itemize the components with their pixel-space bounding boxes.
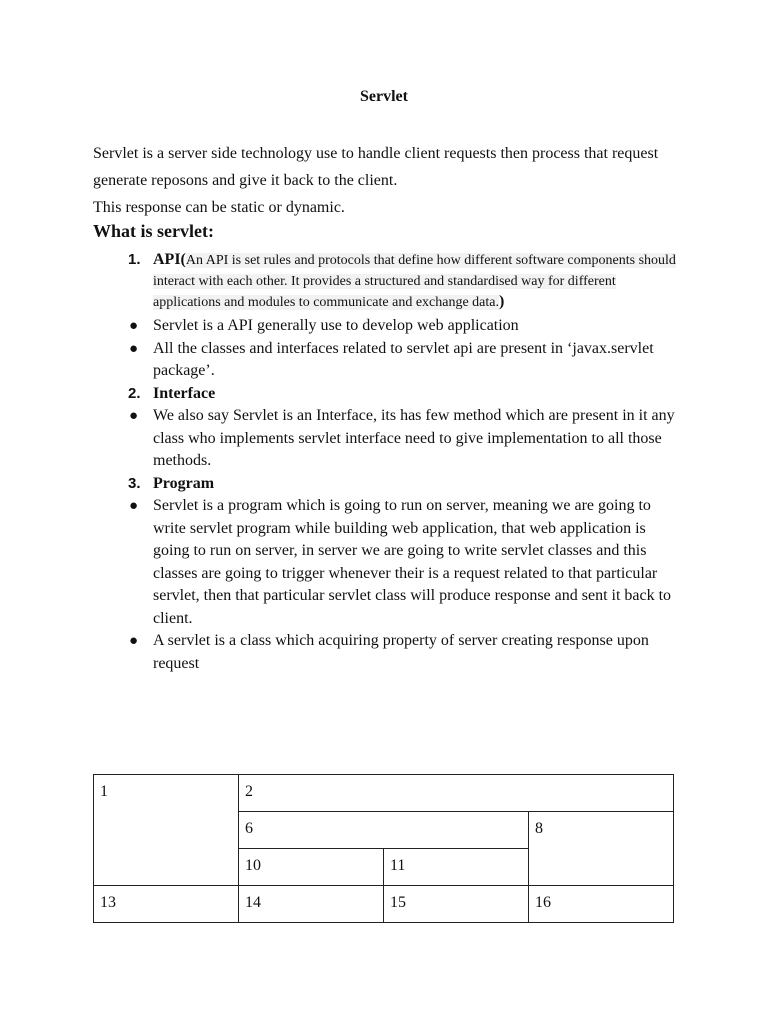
- list-item: [129, 630, 683, 675]
- api-description: An API is set rules and protocols that define how different software components should interact with each other. It provides a structured and standardised way for different applications and modules to communicate and exchange data.: [153, 253, 676, 310]
- numbered-grid-table: [93, 774, 674, 923]
- bullet-text: Servlet is a program which is going to run on server, meaning we are going to write servlet program while building web application, that web application is going to run on server, in server we are going to write servlet classes and this classes are going to trigger whenever their is a request related to that particular servlet, then that particular servlet class will produce response and sent it back to client.: [153, 497, 672, 627]
- table-row: [94, 775, 674, 812]
- section-heading: What is servlet:: [93, 221, 214, 241]
- intro-paragraph: Servlet is a server side technology use to handle client requests then process that request generate reposons and give it back to the client.: [93, 145, 659, 189]
- table-cell: 6: [239, 812, 529, 849]
- bullet-text: We also say Servlet is an Interface, its has few method which are present in it any class who implements servlet interface need to give implementation to all those methods.: [153, 407, 675, 469]
- list-item: [129, 338, 683, 383]
- list-number: 3.: [128, 474, 141, 492]
- bullet-icon: ●: [129, 408, 139, 424]
- table-cell: 10: [239, 849, 384, 886]
- list-item-api: [128, 250, 683, 315]
- intro-text: [93, 140, 693, 221]
- list-number: 1.: [128, 251, 141, 268]
- table-cell: 1: [94, 775, 239, 886]
- bullet-text: A servlet is a class which acquiring property of server creating response upon request: [153, 632, 649, 672]
- table-cell: 14: [239, 886, 384, 923]
- bullet-icon: ●: [129, 318, 139, 334]
- table-cell: 2: [239, 775, 674, 812]
- intro-paragraph: This response can be static or dynamic.: [93, 199, 345, 216]
- table-cell: 11: [384, 849, 529, 886]
- table-cell: 15: [384, 886, 529, 923]
- page-title: Servlet: [360, 88, 408, 105]
- bullet-icon: ●: [129, 633, 139, 649]
- list-item-interface: [128, 383, 683, 406]
- section-title-interface: Interface: [153, 384, 216, 402]
- table-cell: 16: [529, 886, 674, 923]
- bullet-text: Servlet is a API generally use to develop web application: [153, 317, 519, 334]
- section-title-program: Program: [153, 474, 215, 492]
- list-item: [129, 405, 683, 473]
- content-list: [128, 250, 683, 675]
- bullet-text: All the classes and interfaces related to servlet api are present in ‘javax.servlet package’.: [153, 339, 654, 379]
- bullet-icon: ●: [129, 340, 139, 357]
- table-cell: 8: [529, 812, 674, 886]
- bullet-icon: ●: [129, 498, 139, 514]
- table-cell: 13: [94, 886, 239, 923]
- closing-paren: ): [499, 293, 505, 310]
- list-number: 2.: [128, 384, 141, 402]
- table-row: [94, 886, 674, 923]
- list-item-program: [128, 473, 683, 496]
- list-item: [129, 495, 683, 630]
- list-item: [129, 315, 683, 338]
- section-title-api: API(: [153, 251, 186, 268]
